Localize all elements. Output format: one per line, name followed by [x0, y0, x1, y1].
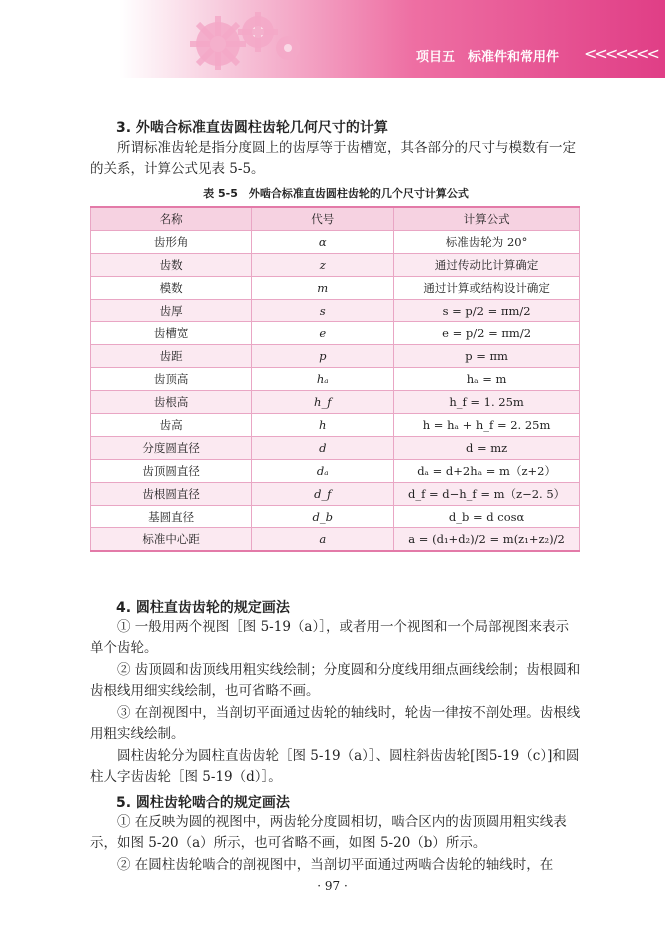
column-header-symbol: 代号 [252, 207, 394, 230]
cell-symbol: hₐ [252, 368, 394, 391]
table-row [91, 391, 580, 414]
cell-formula: 标准齿轮为 20° [394, 230, 580, 253]
cell-symbol: p [252, 345, 394, 368]
cell-name: 齿厚 [91, 299, 252, 322]
cell-formula: h = hₐ + h_f = 2. 25m [394, 414, 580, 437]
table-row [91, 299, 580, 322]
cell-formula: h_f = 1. 25m [394, 391, 580, 414]
table-row [91, 505, 580, 528]
table-header-row [91, 207, 580, 230]
cell-formula: s = p/2 = πm/2 [394, 299, 580, 322]
cell-name: 齿槽宽 [91, 322, 252, 345]
cell-name: 齿根高 [91, 391, 252, 414]
page-number: · 97 · [317, 879, 348, 893]
table-row [91, 322, 580, 345]
cell-formula: d_b = d cosα [394, 505, 580, 528]
cell-symbol: α [252, 230, 394, 253]
cell-symbol: d_f [252, 482, 394, 505]
table-caption: 表 5-5 外啮合标准直齿圆柱齿轮的几个尺寸计算公式 [203, 187, 469, 200]
cell-symbol: e [252, 322, 394, 345]
cell-formula: a = (d₁+d₂)/2 = m(z₁+z₂)/2 [394, 528, 580, 551]
cell-name: 齿顶高 [91, 368, 252, 391]
cell-formula: e = p/2 = πm/2 [394, 322, 580, 345]
cell-symbol: d_b [252, 505, 394, 528]
page-header-banner [0, 0, 665, 78]
chapter-title: 项目五 标准件和常用件 [416, 50, 560, 65]
section-4-item-1: ① 一般用两个视图［图 5-19（a）］，或者用一个视图和一个局部视图来表示单个齿轮。 [90, 619, 569, 656]
column-header-name: 名称 [91, 207, 252, 230]
section-4-heading: 4. 圆柱直齿齿轮的规定画法 [116, 600, 290, 616]
cell-name: 分度圆直径 [91, 436, 252, 459]
cell-name: 齿距 [91, 345, 252, 368]
gear-formula-table [90, 206, 580, 552]
cell-formula: p = πm [394, 345, 580, 368]
section-4-item-2: ② 齿顶圆和齿顶线用粗实线绘制；分度圆和分度线用细点画线绘制；齿根圆和齿根线用细实线绘制，也可省略不画。 [90, 662, 581, 699]
cell-name: 齿顶圆直径 [91, 459, 252, 482]
section-4-paragraph: 圆柱齿轮分为圆柱直齿齿轮［图 5-19（a）］、圆柱斜齿齿轮[图5-19（c）]和圆柱人字齿齿轮［图 5-19（d）］。 [90, 748, 580, 785]
cell-name: 标准中心距 [91, 528, 252, 551]
table-row [91, 459, 580, 482]
table-row [91, 230, 580, 253]
table-row [91, 345, 580, 368]
cell-symbol: h [252, 414, 394, 437]
table-row [91, 368, 580, 391]
cell-symbol: z [252, 253, 394, 276]
column-header-formula: 计算公式 [394, 207, 580, 230]
cell-name: 基圆直径 [91, 505, 252, 528]
table-row [91, 436, 580, 459]
cell-symbol: dₐ [252, 459, 394, 482]
cell-formula: hₐ = m [394, 368, 580, 391]
table-row [91, 482, 580, 505]
chevrons-decoration: <<<<<<< [584, 44, 657, 63]
table-row [91, 276, 580, 299]
section-5-item-2: ② 在圆柱齿轮啮合的剖视图中，当剖切平面通过两啮合齿轮的轴线时，在 [117, 857, 554, 873]
cell-symbol: s [252, 299, 394, 322]
cell-symbol: d [252, 436, 394, 459]
cell-formula: 通过传动比计算确定 [394, 253, 580, 276]
cell-symbol: a [252, 528, 394, 551]
cell-name: 模数 [91, 276, 252, 299]
section-3-paragraph: 所谓标准齿轮是指分度圆上的齿厚等于齿槽宽，其各部分的尺寸与模数有一定的关系，计算公式见表 5-5。 [90, 140, 576, 177]
table-row [91, 253, 580, 276]
section-4-item-3: ③ 在剖视图中，当剖切平面通过齿轮的轴线时，轮齿一律按不剖处理。齿根线用粗实线绘制。 [90, 705, 581, 742]
cell-symbol: h_f [252, 391, 394, 414]
cell-formula: 通过计算或结构设计确定 [394, 276, 580, 299]
gears-icon [170, 4, 320, 70]
cell-symbol: m [252, 276, 394, 299]
cell-formula: dₐ = d+2hₐ = m（z+2） [394, 459, 580, 482]
section-5-item-1: ① 在反映为圆的视图中，两齿轮分度圆相切，啮合区内的齿顶圆用粗实线表示，如图 5-20（a）所示，也可省略不画，如图 5-20（b）所示。 [90, 814, 567, 851]
cell-name: 齿高 [91, 414, 252, 437]
section-5-heading: 5. 圆柱齿轮啮合的规定画法 [116, 795, 290, 811]
table-row [91, 414, 580, 437]
cell-formula: d_f = d−h_f = m（z−2. 5） [394, 482, 580, 505]
table-row [91, 528, 580, 551]
cell-name: 齿数 [91, 253, 252, 276]
cell-name: 齿形角 [91, 230, 252, 253]
section-3-heading: 3. 外啮合标准直齿圆柱齿轮几何尺寸的计算 [116, 120, 388, 136]
cell-formula: d = mz [394, 436, 580, 459]
cell-name: 齿根圆直径 [91, 482, 252, 505]
